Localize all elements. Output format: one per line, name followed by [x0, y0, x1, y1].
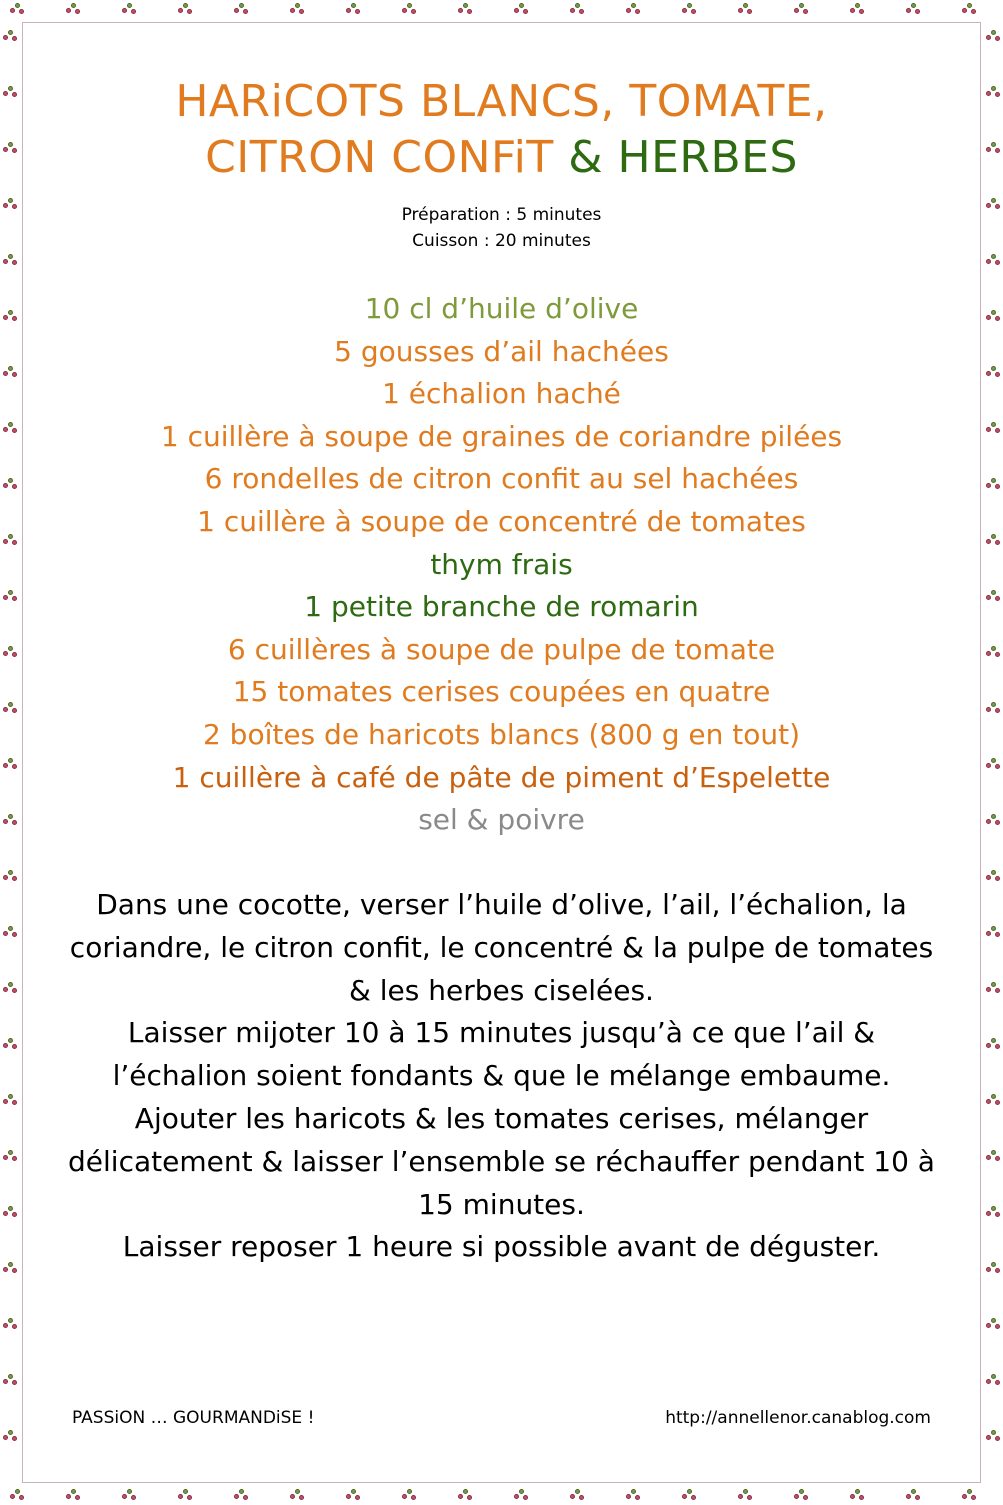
flower-ornament-icon	[458, 3, 472, 15]
flower-ornament-icon	[178, 1489, 192, 1501]
ingredient-item: 15 tomates cerises coupées en quatre	[232, 675, 771, 709]
flower-ornament-icon	[962, 3, 976, 15]
flower-ornament-icon	[986, 1094, 1000, 1106]
flower-ornament-icon	[986, 1206, 1000, 1218]
flower-ornament-icon	[3, 1318, 17, 1330]
ingredient-item: 5 gousses d’ail hachées	[334, 334, 669, 368]
flower-ornament-icon	[3, 1374, 17, 1386]
flower-ornament-icon	[3, 1038, 17, 1050]
ingredient-item: 1 cuillère à café de pâte de piment d’Espelette	[172, 760, 831, 794]
flower-ornament-icon	[850, 1489, 864, 1501]
flower-ornament-icon	[986, 870, 1000, 882]
ingredient-item: thym frais	[430, 547, 573, 581]
flower-ornament-icon	[962, 1489, 976, 1501]
title-line-2-orange: CITRON CONFiT	[205, 132, 569, 183]
flower-ornament-icon	[682, 1489, 696, 1501]
flower-ornament-icon	[3, 1094, 17, 1106]
ingredient-item: 1 cuillère à soupe de concentré de tomates	[197, 504, 806, 538]
ingredient-item: 6 cuillères à soupe de pulpe de tomate	[227, 632, 776, 666]
flower-ornament-icon	[986, 1262, 1000, 1274]
flower-ornament-icon	[402, 1489, 416, 1501]
preparation-time: Préparation : 5 minutes	[401, 205, 602, 225]
border-bottom	[22, 1482, 981, 1483]
title-line-2-green: & HERBES	[568, 132, 798, 183]
flower-ornament-icon	[626, 3, 640, 15]
flower-ornament-icon	[986, 1150, 1000, 1162]
cooking-time: Cuisson : 20 minutes	[412, 231, 591, 251]
title-line-2	[0, 130, 1003, 186]
ingredient-item: 1 échalion haché	[382, 377, 621, 411]
flower-ornament-icon	[234, 3, 248, 15]
flower-ornament-icon	[626, 1489, 640, 1501]
ingredient-item: 2 boîtes de haricots blancs (800 g en tout)	[202, 717, 801, 751]
flower-ornament-icon	[66, 3, 80, 15]
ingredient-item: 1 petite branche de romarin	[304, 590, 699, 624]
flower-ornament-icon	[794, 3, 808, 15]
flower-ornament-icon	[3, 870, 17, 882]
flower-ornament-icon	[3, 982, 17, 994]
flower-ornament-icon	[3, 1150, 17, 1162]
flower-ornament-icon	[570, 1489, 584, 1501]
flower-ornament-icon	[514, 3, 528, 15]
border-top	[22, 22, 981, 23]
method-step: Dans une cocotte, verser l’huile d’olive, l’ail, l’échalion, la coriandre, le citron confit, le concentré & la pulpe de tomates & les herbes ciselées.	[69, 888, 934, 1007]
method-step: Ajouter les haricots & les tomates cerises, mélanger délicatement & laisser l’ensemble se réchauffer pendant 10 à 15 minutes.	[68, 1101, 935, 1221]
flower-ornament-icon	[570, 3, 584, 15]
flower-ornament-icon	[986, 254, 1000, 266]
flower-ornament-icon	[346, 1489, 360, 1501]
flower-ornament-icon	[3, 30, 17, 42]
flower-ornament-icon	[122, 3, 136, 15]
footer-tagline: PASSiON … GOURMANDiSE !	[72, 1408, 315, 1428]
flower-ornament-icon	[850, 3, 864, 15]
ingredients-list	[0, 288, 1003, 842]
flower-ornament-icon	[178, 3, 192, 15]
method-step: Laisser mijoter 10 à 15 minutes jusqu’à ce que l’ail & l’échalion soient fondants & que le mélange embaume.	[112, 1016, 891, 1093]
flower-ornament-icon	[290, 3, 304, 15]
flower-ornament-icon	[346, 3, 360, 15]
flower-ornament-icon	[682, 3, 696, 15]
flower-ornament-icon	[906, 1489, 920, 1501]
flower-ornament-icon	[986, 30, 1000, 42]
flower-ornament-icon	[738, 3, 752, 15]
flower-ornament-icon	[3, 254, 17, 266]
method-step: Laisser reposer 1 heure si possible avant de déguster.	[122, 1230, 881, 1264]
title-line-1: HARiCOTS BLANCS, TOMATE,	[175, 76, 828, 127]
ingredient-item: 6 rondelles de citron confit au sel hachées	[204, 462, 799, 496]
flower-ornament-icon	[10, 3, 24, 15]
recipe-times	[0, 202, 1003, 254]
flower-ornament-icon	[986, 982, 1000, 994]
ingredient-item: sel & poivre	[418, 803, 585, 837]
flower-ornament-icon	[986, 1318, 1000, 1330]
flower-ornament-icon	[986, 926, 1000, 938]
flower-ornament-icon	[122, 1489, 136, 1501]
ingredient-item: 10 cl d’huile d’olive	[364, 292, 639, 325]
recipe-method	[60, 884, 943, 1269]
flower-ornament-icon	[290, 1489, 304, 1501]
flower-ornament-icon	[402, 3, 416, 15]
flower-ornament-icon	[234, 1489, 248, 1501]
recipe-title	[0, 74, 1003, 186]
flower-ornament-icon	[10, 1489, 24, 1501]
ingredient-item: 1 cuillère à soupe de graines de coriandre pilées	[160, 419, 843, 453]
flower-ornament-icon	[514, 1489, 528, 1501]
flower-ornament-icon	[986, 1430, 1000, 1442]
flower-ornament-icon	[3, 1206, 17, 1218]
flower-ornament-icon	[986, 1374, 1000, 1386]
footer-blog-url[interactable]: http://annellenor.canablog.com	[665, 1408, 931, 1428]
flower-ornament-icon	[3, 1430, 17, 1442]
flower-ornament-icon	[458, 1489, 472, 1501]
flower-ornament-icon	[906, 3, 920, 15]
flower-ornament-icon	[3, 1262, 17, 1274]
flower-ornament-icon	[738, 1489, 752, 1501]
flower-ornament-icon	[66, 1489, 80, 1501]
flower-ornament-icon	[794, 1489, 808, 1501]
flower-ornament-icon	[3, 926, 17, 938]
flower-ornament-icon	[986, 1038, 1000, 1050]
